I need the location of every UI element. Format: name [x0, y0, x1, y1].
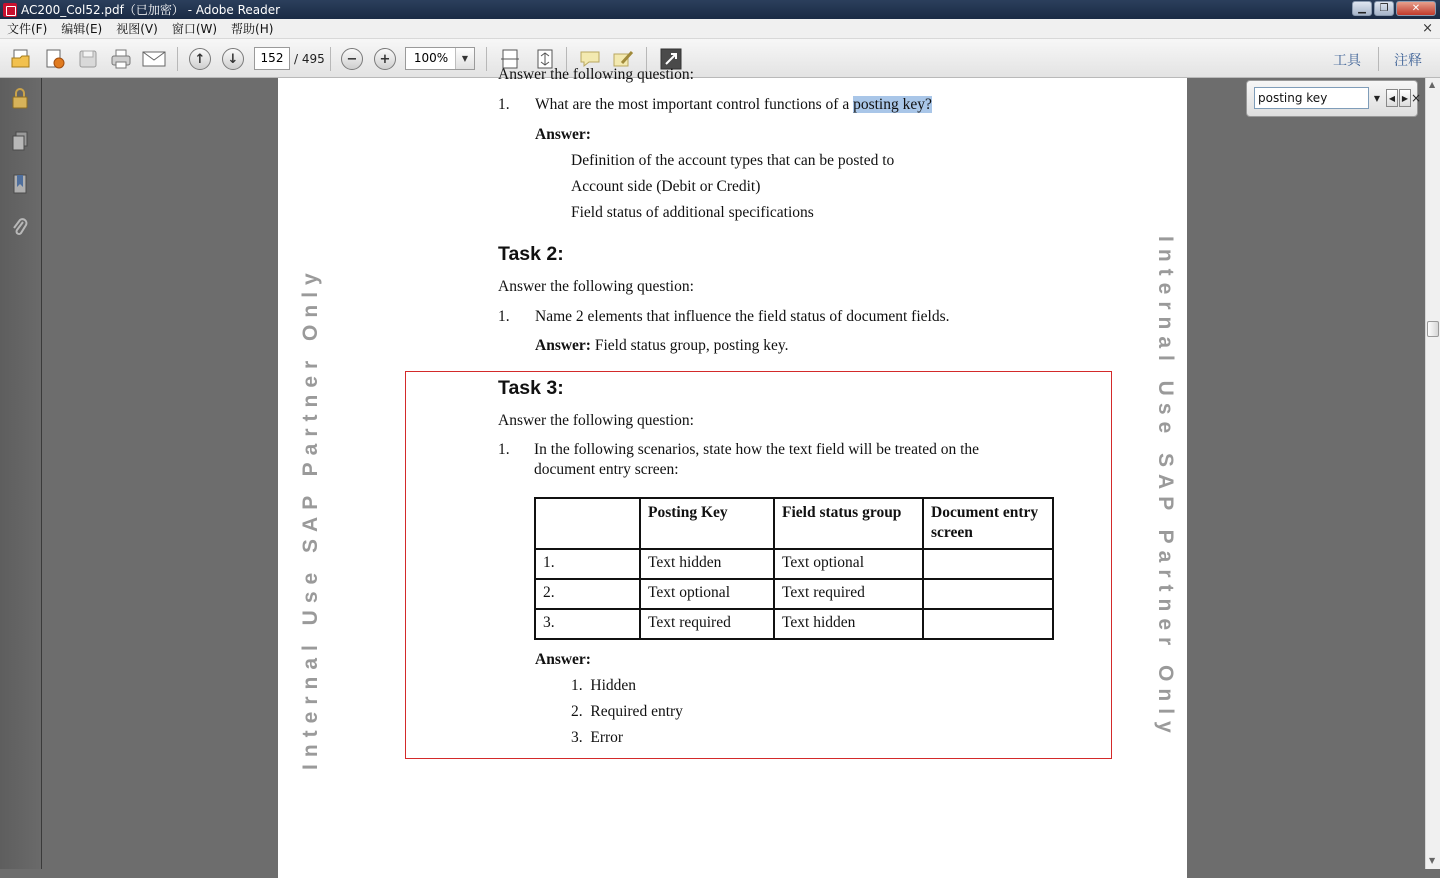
- answer-number: 2.: [571, 703, 583, 720]
- toolbar-separator: [486, 47, 487, 71]
- table-header-row: [535, 498, 1053, 549]
- table-cell: Text hidden: [640, 549, 774, 579]
- question-text: Name 2 elements that influence the field status of document fields.: [535, 308, 950, 325]
- answer-label: Answer:: [535, 126, 591, 143]
- zoom-value: 100%: [413, 51, 449, 65]
- answer-label: Answer:: [535, 337, 591, 354]
- next-page-button[interactable]: [221, 47, 245, 71]
- bookmarks-icon[interactable]: [9, 173, 31, 195]
- vertical-scrollbar[interactable]: [1425, 78, 1440, 869]
- table-cell: [923, 549, 1053, 579]
- pdf-page: [278, 66, 1187, 878]
- menu-bar: [0, 19, 1440, 39]
- question-text-main: What are the most important control functions of a: [535, 96, 854, 113]
- menu-view[interactable]: 视图(V): [116, 22, 158, 36]
- tools-pane-button[interactable]: 工具: [1333, 53, 1361, 69]
- question-text: document entry screen:: [534, 461, 679, 478]
- window-title: AC200_Col52.pdf（已加密） - Adobe Reader: [21, 3, 281, 17]
- scrollbar-thumb[interactable]: [1427, 321, 1439, 337]
- chevron-down-icon[interactable]: ▼: [455, 48, 474, 69]
- find-next-button[interactable]: ▶: [1399, 89, 1411, 107]
- table-cell: Text optional: [640, 579, 774, 609]
- print-button[interactable]: [109, 47, 133, 71]
- table-header-cell: Posting Key: [640, 498, 774, 549]
- question-text: [535, 96, 932, 114]
- table-cell: 1.: [535, 549, 640, 579]
- open-file-button[interactable]: [9, 47, 33, 71]
- answer-label: Answer:: [535, 651, 591, 668]
- answer-row: [535, 337, 788, 355]
- scroll-up-icon[interactable]: ▲: [1429, 80, 1436, 89]
- page-thumbnails-icon[interactable]: [9, 130, 31, 152]
- answer-list-item: [571, 729, 623, 747]
- task-intro: Answer the following question:: [498, 412, 694, 429]
- answer-list-item: [571, 703, 683, 721]
- table-cell: 3.: [535, 609, 640, 639]
- answer-line: Field status of additional specifications: [571, 204, 814, 221]
- restore-button[interactable]: ❐: [1374, 1, 1394, 16]
- title-bar: [0, 0, 1440, 19]
- menu-window[interactable]: 窗口(W): [171, 22, 218, 36]
- arrow-down-icon: ↓: [222, 48, 244, 70]
- envelope-icon: [142, 50, 166, 68]
- task-intro: Answer the following question:: [498, 278, 694, 295]
- table-header-cell: Field status group: [774, 498, 923, 549]
- menu-help[interactable]: 帮助(H): [231, 22, 274, 36]
- menu-edit[interactable]: 编辑(E): [61, 22, 103, 36]
- scenario-table: [534, 497, 1054, 640]
- task-heading: Task 2:: [498, 243, 564, 265]
- table-cell: [923, 579, 1053, 609]
- attachments-paperclip-icon[interactable]: [9, 216, 31, 238]
- comment-pane-button[interactable]: 注释: [1394, 53, 1422, 69]
- table-cell: Text optional: [774, 549, 923, 579]
- table-cell: Text required: [640, 609, 774, 639]
- answer-list-item: [571, 677, 636, 695]
- close-window-button[interactable]: ✕: [1396, 1, 1436, 16]
- find-input[interactable]: posting key: [1254, 87, 1369, 109]
- create-pdf-button[interactable]: [43, 47, 67, 71]
- open-folder-icon: [10, 48, 32, 70]
- cut-off-line: Answer the following question:: [498, 66, 694, 83]
- task-heading: Task 3:: [498, 377, 564, 399]
- create-pdf-icon: [44, 48, 66, 70]
- toolbar: [0, 39, 1440, 78]
- close-document-button[interactable]: ×: [1422, 21, 1433, 36]
- answer-line: Account side (Debit or Credit): [571, 178, 761, 195]
- answer-text: Error: [590, 729, 624, 746]
- toolbar-separator: [1378, 47, 1379, 71]
- find-options-chevron-icon[interactable]: ▼: [1373, 93, 1381, 103]
- previous-page-button[interactable]: [188, 47, 212, 71]
- watermark-left: Internal Use SAP Partner Only: [299, 266, 322, 770]
- menu-file[interactable]: 文件(F): [7, 22, 48, 36]
- question-text: In the following scenarios, state how the text field will be treated on the: [534, 441, 980, 458]
- question-number: 1.: [498, 308, 510, 325]
- question-number: 1.: [498, 96, 510, 113]
- toolbar-separator: [177, 47, 178, 71]
- arrow-up-icon: ↑: [189, 48, 211, 70]
- adobe-reader-icon: [3, 3, 17, 17]
- zoom-out-button[interactable]: [340, 47, 364, 71]
- find-toolbar: [1246, 80, 1422, 117]
- table-header-cell: Document entry screen: [923, 498, 1053, 549]
- table-row: [535, 549, 1053, 579]
- watermark-right: Internal Use SAP Partner Only: [1154, 236, 1177, 740]
- save-disk-icon: [78, 49, 98, 69]
- minimize-button[interactable]: ▁: [1352, 1, 1372, 16]
- answer-text: Field status group, posting key.: [594, 337, 789, 354]
- scroll-down-icon[interactable]: ▼: [1429, 856, 1436, 865]
- plus-icon: +: [374, 48, 396, 70]
- question-number: 1.: [498, 441, 510, 458]
- security-lock-icon[interactable]: [9, 87, 31, 109]
- document-view[interactable]: [42, 66, 1425, 869]
- table-cell: Text required: [774, 579, 923, 609]
- table-row: [535, 579, 1053, 609]
- navigation-pane: [0, 78, 42, 869]
- answer-text: Hidden: [590, 677, 637, 694]
- answer-text: Required entry: [590, 703, 683, 720]
- minus-icon: −: [341, 48, 363, 70]
- window-controls: [1352, 1, 1436, 16]
- zoom-in-button[interactable]: [373, 47, 397, 71]
- zoom-select[interactable]: [405, 47, 475, 70]
- page-number-input[interactable]: 152: [254, 47, 290, 70]
- table-header-cell: [535, 498, 640, 549]
- email-button[interactable]: [142, 47, 166, 71]
- find-previous-button[interactable]: ◀: [1386, 89, 1398, 107]
- page-total: / 495: [294, 52, 325, 66]
- answer-number: 3.: [571, 729, 583, 746]
- answer-line: Definition of the account types that can be posted to: [571, 152, 895, 169]
- printer-icon: [110, 48, 132, 70]
- answer-number: 1.: [571, 677, 583, 694]
- search-highlight: posting key?: [853, 96, 932, 113]
- find-close-button[interactable]: ×: [1410, 91, 1422, 105]
- table-cell: Text hidden: [774, 609, 923, 639]
- toolbar-separator: [330, 47, 331, 71]
- table-row: [535, 609, 1053, 639]
- table-cell: [923, 609, 1053, 639]
- save-button[interactable]: [76, 47, 100, 71]
- table-cell: 2.: [535, 579, 640, 609]
